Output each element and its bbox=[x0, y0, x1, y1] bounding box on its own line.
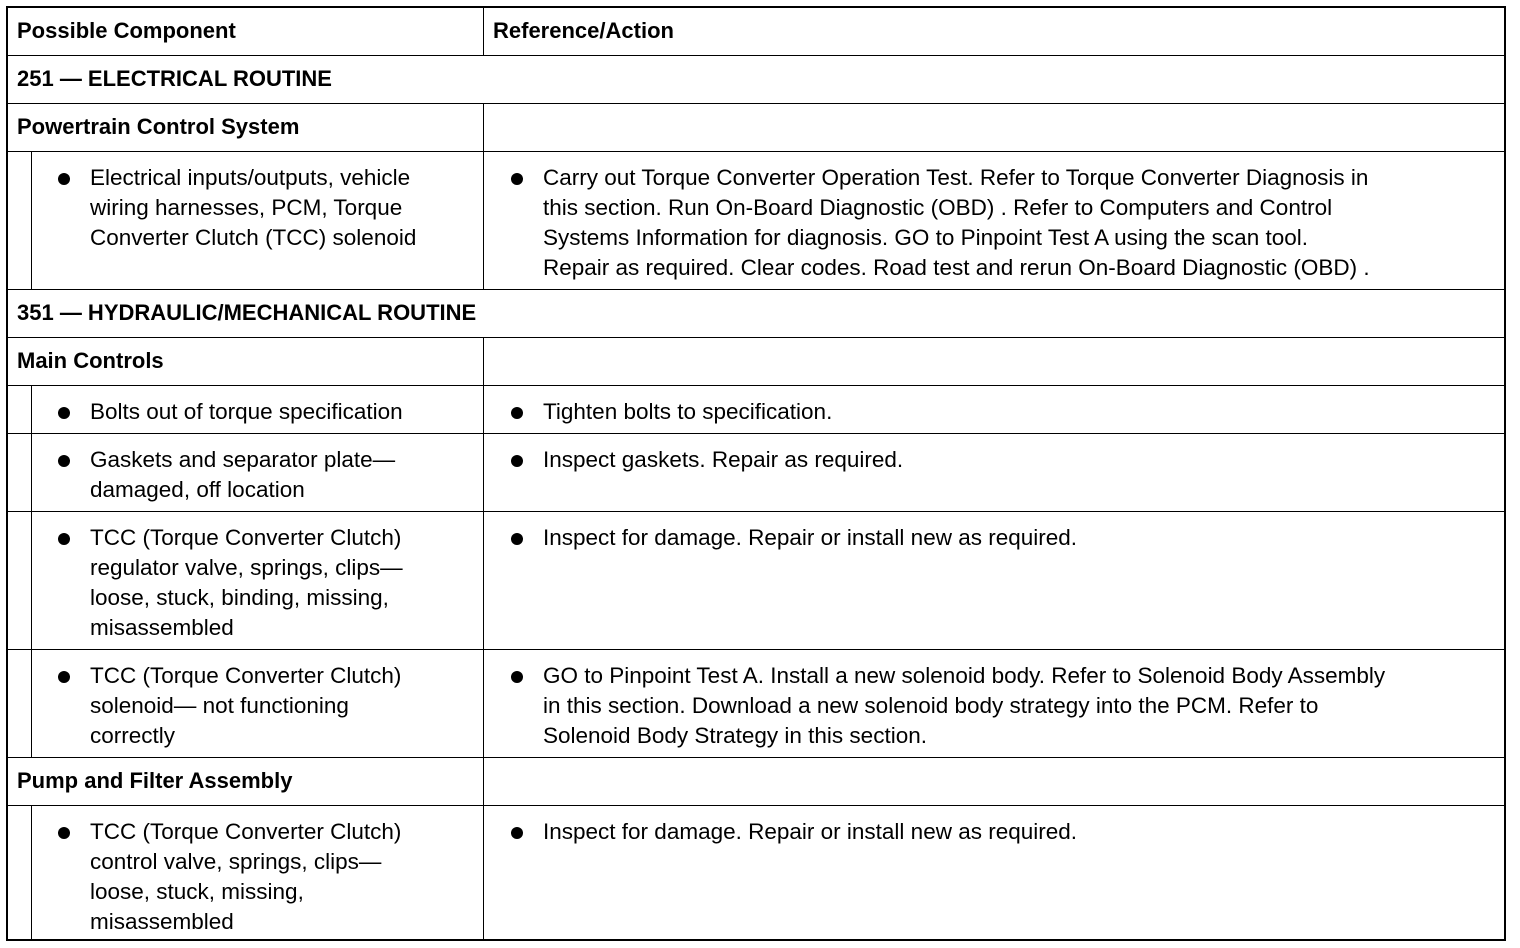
table-row bbox=[8, 512, 1504, 650]
group-title: Powertrain Control System bbox=[17, 114, 300, 139]
section-title: 251 — ELECTRICAL ROUTINE bbox=[17, 66, 332, 91]
action-text: Inspect gaskets. Repair as required. bbox=[543, 447, 904, 472]
bullet-icon bbox=[58, 173, 70, 185]
action-text: Inspect for damage. Repair or install new as required. bbox=[543, 819, 1078, 844]
component-text: Bolts out of torque specification bbox=[90, 399, 403, 424]
bullet-icon bbox=[58, 827, 70, 839]
bullet-icon bbox=[58, 407, 70, 419]
bullet-icon bbox=[58, 533, 70, 545]
action-text: Carry out Torque Converter Operation Test. Refer to Torque Converter Diagnosis in this section. Run On-Board Diagnostic (OBD) . Refer to Computers and Control Systems Information for diagnosis. GO to Pinpoint Test A using the scan tool. Repair as required. Clear codes. Road test and rerun On-Board Diagnostic (OBD) . bbox=[543, 165, 1370, 280]
header-reference-action: Reference/Action bbox=[493, 18, 674, 43]
bullet-icon bbox=[511, 407, 523, 419]
bullet-icon bbox=[511, 173, 523, 185]
component-text: TCC (Torque Converter Clutch) regulator valve, springs, clips— loose, stuck, binding, missing, misassembled bbox=[90, 525, 403, 640]
bullet-icon bbox=[511, 671, 523, 683]
table-row bbox=[8, 434, 1504, 512]
group-row-powertrain bbox=[8, 104, 1504, 152]
section-row-electrical bbox=[8, 56, 1504, 104]
table-row bbox=[8, 152, 1504, 290]
component-text: TCC (Torque Converter Clutch) control valve, springs, clips— loose, stuck, missing, misassembled bbox=[90, 819, 402, 934]
action-text: Inspect for damage. Repair or install new as required. bbox=[543, 525, 1078, 550]
action-text: GO to Pinpoint Test A. Install a new solenoid body. Refer to Solenoid Body Assembly in this section. Download a new solenoid body strategy into the PCM. Refer to Solenoid Body Strategy in this section. bbox=[543, 663, 1386, 748]
group-title: Main Controls bbox=[17, 348, 164, 373]
group-row-pump-filter bbox=[8, 758, 1504, 806]
component-text: Gaskets and separator plate— damaged, off location bbox=[90, 447, 396, 502]
component-text: TCC (Torque Converter Clutch) solenoid— not functioning correctly bbox=[90, 663, 402, 748]
group-title: Pump and Filter Assembly bbox=[17, 768, 293, 793]
header-possible-component: Possible Component bbox=[17, 18, 236, 43]
bullet-icon bbox=[58, 671, 70, 683]
section-row-hydraulic bbox=[8, 290, 1504, 338]
bullet-icon bbox=[511, 455, 523, 467]
table-row bbox=[8, 806, 1504, 939]
table-row bbox=[8, 386, 1504, 434]
group-row-main-controls bbox=[8, 338, 1504, 386]
bullet-icon bbox=[511, 533, 523, 545]
bullet-icon bbox=[58, 455, 70, 467]
component-text: Electrical inputs/outputs, vehicle wiring harnesses, PCM, Torque Converter Clutch (TCC) solenoid bbox=[90, 165, 417, 250]
table-header-row bbox=[8, 8, 1504, 56]
action-text: Tighten bolts to specification. bbox=[543, 399, 833, 424]
diagnosis-table bbox=[6, 6, 1506, 941]
table-row bbox=[8, 650, 1504, 758]
section-title: 351 — HYDRAULIC/MECHANICAL ROUTINE bbox=[17, 300, 477, 325]
bullet-icon bbox=[511, 827, 523, 839]
